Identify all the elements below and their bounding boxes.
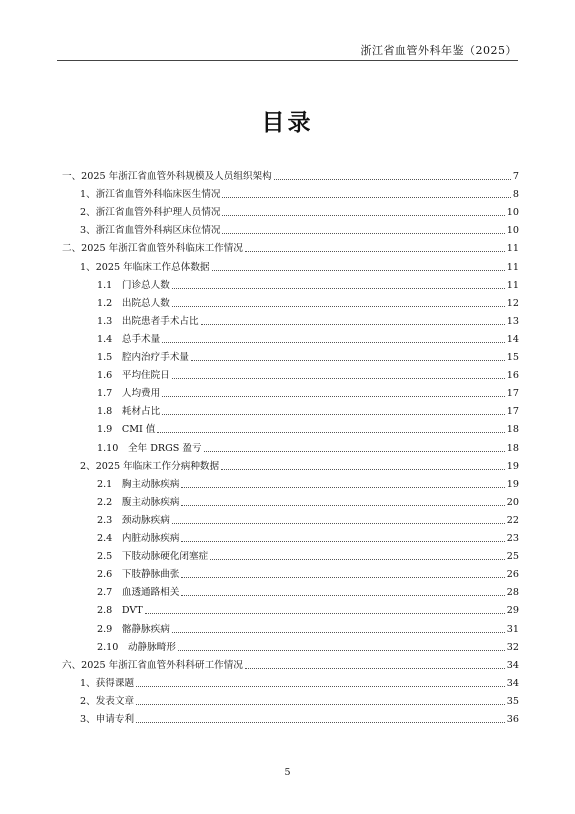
toc-entry-label: 二、2025 年浙江省血管外科临床工作情况 <box>62 243 243 255</box>
dot-leader <box>172 305 505 307</box>
toc-entry[interactable] <box>97 328 519 346</box>
toc-entry-label: 3、浙江省血管外科病区床位情况 <box>80 225 221 237</box>
toc-entry[interactable] <box>97 292 519 310</box>
toc-entry[interactable] <box>97 618 519 636</box>
toc-entry-label: 2.10 动静脉畸形 <box>97 641 176 653</box>
toc-entry-label: 1.6 平均住院日 <box>97 370 170 382</box>
toc-entry-page: 25 <box>506 551 519 563</box>
toc-entry[interactable] <box>62 654 519 672</box>
toc-entry-page: 32 <box>506 641 519 653</box>
toc-entry-label: 2.6 下肢静脉曲张 <box>97 569 180 581</box>
toc-entry-page: 22 <box>506 514 519 526</box>
toc-entry-label: 1.1 门诊总人数 <box>97 279 170 291</box>
toc-entry-label: 1、浙江省血管外科临床医生情况 <box>80 189 221 201</box>
dot-leader <box>245 250 505 252</box>
toc-entry[interactable] <box>97 310 519 328</box>
toc-entry-page: 16 <box>506 370 519 382</box>
dot-leader <box>172 522 505 524</box>
toc-entry-label: 2.4 内脏动脉疾病 <box>97 533 180 544</box>
toc-entry-page: 18 <box>506 442 519 454</box>
toc-entry-page: 19 <box>506 478 519 490</box>
dot-leader <box>222 232 504 234</box>
toc-entry-label: 六、2025 年浙江省血管外科科研工作情况 <box>62 659 243 671</box>
toc-entry[interactable] <box>80 201 519 219</box>
dot-leader <box>172 377 505 379</box>
dot-leader <box>191 359 505 361</box>
toc-entry[interactable] <box>97 581 519 599</box>
toc-entry-page: 12 <box>506 297 519 309</box>
dot-leader <box>181 540 504 542</box>
toc-title: 目录 <box>261 110 314 136</box>
toc-entry[interactable] <box>97 364 519 382</box>
toc-entry[interactable] <box>80 219 519 237</box>
toc-entry[interactable] <box>97 382 519 400</box>
toc-entry-page: 14 <box>506 333 519 345</box>
toc-entry-page: 10 <box>506 207 519 219</box>
dot-leader <box>162 413 505 415</box>
toc-entry-label: 1.4 总手术量 <box>97 333 161 345</box>
toc-entry-page: 10 <box>506 225 519 237</box>
toc-entry-page: 17 <box>506 406 519 418</box>
toc-entry[interactable] <box>62 165 519 183</box>
toc-entry[interactable] <box>62 237 519 255</box>
dot-leader <box>136 721 505 723</box>
toc-entry-page: 34 <box>506 659 519 671</box>
toc-entry-page: 18 <box>506 424 519 436</box>
toc-entry-label: 1、获得课题 <box>80 677 135 689</box>
dot-leader <box>274 178 511 180</box>
dot-leader <box>210 558 505 560</box>
toc-entry-label: 2.3 颈动脉疾病 <box>97 514 170 526</box>
toc-entry[interactable] <box>97 599 519 617</box>
toc-entry-page: 23 <box>506 533 519 544</box>
dot-leader <box>136 703 505 705</box>
toc-entry-page: 26 <box>506 569 519 581</box>
toc-entry-label: 2.9 髂静脉疾病 <box>97 623 170 635</box>
toc-entry-page: 31 <box>506 623 519 635</box>
toc-entry[interactable] <box>97 274 519 292</box>
dot-leader <box>136 685 505 687</box>
toc-entry-page: 11 <box>506 243 519 255</box>
toc-entry[interactable] <box>97 509 519 527</box>
toc-entry-page: 7 <box>512 171 519 182</box>
toc-entry-page: 34 <box>506 677 519 689</box>
dot-leader <box>181 594 504 596</box>
toc-entry[interactable] <box>80 183 519 201</box>
toc-entry-label: 1.2 出院总人数 <box>97 297 170 309</box>
dot-leader <box>181 576 504 578</box>
toc-entry-page: 20 <box>506 496 519 508</box>
toc-entry[interactable] <box>97 400 519 418</box>
toc-entry-label: 3、申请专利 <box>80 714 135 725</box>
toc-entry-label: 1.9 CMI 值 <box>97 424 156 436</box>
toc-entry-page: 11 <box>506 261 519 273</box>
toc-entry-page: 17 <box>506 388 519 400</box>
toc-entry-label: 1.7 人均费用 <box>97 388 161 400</box>
dot-leader <box>162 341 505 343</box>
toc-entry[interactable] <box>97 527 519 545</box>
dot-leader <box>172 287 505 289</box>
toc-entry-page: 36 <box>506 714 519 725</box>
dot-leader <box>145 612 505 614</box>
toc-entry-label: 1.8 耗材占比 <box>97 406 161 418</box>
toc-entry-page: 29 <box>506 605 519 617</box>
toc-entry[interactable] <box>97 545 519 563</box>
toc-entry-label: 1.10 全年 DRGS 盈亏 <box>97 442 202 454</box>
toc-entry-label: 2.2 腹主动脉疾病 <box>97 496 180 508</box>
dot-leader <box>181 504 504 506</box>
toc-entry-label: 1、2025 年临床工作总体数据 <box>80 261 210 273</box>
toc-entry-label: 2、发表文章 <box>80 695 135 707</box>
toc-entry-page: 8 <box>512 189 519 201</box>
toc-entry[interactable] <box>97 563 519 581</box>
toc-entry-page: 28 <box>506 587 519 599</box>
dot-leader <box>212 269 505 271</box>
toc-entry-page: 19 <box>506 460 519 472</box>
dot-leader <box>172 631 505 633</box>
page-number: 5 <box>284 767 291 778</box>
toc-entry[interactable] <box>80 455 519 473</box>
toc-entry-label: 2.7 血透通路相关 <box>97 587 180 599</box>
toc-entry-label: 2.5 下肢动脉硬化闭塞症 <box>97 551 209 563</box>
dot-leader <box>222 214 504 216</box>
toc-entry[interactable] <box>97 346 519 364</box>
dot-leader <box>221 468 505 470</box>
header-divider <box>57 60 518 61</box>
toc-entry-label: 2、2025 年临床工作分病种数据 <box>80 460 220 472</box>
toc-entry[interactable] <box>97 418 519 436</box>
toc-entry-page: 11 <box>506 279 519 291</box>
toc-entry-label: 1.3 出院患者手术占比 <box>97 315 199 327</box>
dot-leader <box>157 431 504 433</box>
toc-entry[interactable] <box>97 473 519 491</box>
dot-leader <box>181 486 504 488</box>
toc-entry[interactable] <box>80 672 519 690</box>
toc-entry-label: 一、2025 年浙江省血管外科规模及人员组织架构 <box>62 171 272 182</box>
dot-leader <box>201 323 505 325</box>
toc-entry-page: 13 <box>506 315 519 327</box>
toc-entry[interactable] <box>80 690 519 708</box>
toc-entry-page: 35 <box>506 695 519 707</box>
toc-entry[interactable] <box>80 256 519 274</box>
toc-entry-label: 2.8 DVT <box>97 605 143 617</box>
toc-entry[interactable] <box>80 708 519 726</box>
dot-leader <box>222 196 510 198</box>
dot-leader <box>245 667 505 669</box>
dot-leader <box>178 649 505 651</box>
dot-leader <box>204 450 505 452</box>
toc-entry-label: 1.5 腔内治疗手术量 <box>97 352 190 363</box>
toc-entry[interactable] <box>97 437 519 455</box>
toc-entry[interactable] <box>97 636 519 654</box>
dot-leader <box>162 395 505 397</box>
toc-entry-page: 15 <box>506 352 519 363</box>
toc-entry-label: 2.1 胸主动脉疾病 <box>97 478 180 490</box>
toc-entry[interactable] <box>97 491 519 509</box>
running-header-title: 浙江省血管外科年鉴（2025） <box>360 44 517 57</box>
toc-entry-label: 2、浙江省血管外科护理人员情况 <box>80 207 221 219</box>
